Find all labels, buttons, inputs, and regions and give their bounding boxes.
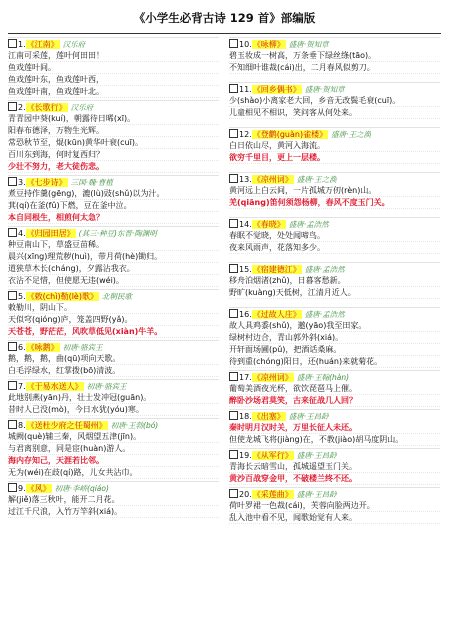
poem-title: 《敕(chì)勒(lè)歌》 [26, 292, 98, 301]
poem-heading [229, 37, 440, 50]
poem-entry [8, 37, 219, 98]
poem-heading [229, 448, 440, 461]
verse-line: 萁(qí)在釜(fǔ)下燃，豆在釜中泣。 [8, 200, 219, 212]
verse-line: 江南可采莲，莲叶何田田！ [8, 50, 219, 62]
verse-line: 少(shào)小离家老大回，乡音无改鬓毛衰(cuī)。 [229, 95, 440, 107]
poem-heading [229, 172, 440, 185]
poem-heading [229, 307, 440, 320]
poem-title: 《七步诗》 [26, 178, 67, 187]
verse-line: 衣沾不足惜，但使愿无违(wéi)。 [8, 275, 219, 287]
poem-title: 《春晓》 [252, 220, 285, 229]
poem-title: 《回乡偶书》 [252, 85, 301, 94]
verse-line: 野旷(kuàng)天低树，江清月近人。 [229, 287, 440, 299]
highlighted-verse-line: 少壮不努力，老大徒伤悲。 [8, 161, 219, 173]
verse-line: 碧玉妆成一树高，万条垂下绿丝绦(tāo)。 [229, 50, 440, 62]
poem-title: 《宿建德江》 [252, 265, 301, 274]
verse-line: 乱入池中看不见，闻歌始觉有人来。 [229, 512, 440, 524]
poem-number: 8. [18, 421, 26, 430]
poem-title: 《出塞》 [252, 412, 285, 421]
poem-entry [8, 340, 219, 377]
verse-line: 天似穹(qióng)庐，笼盖四野(yǎ)。 [8, 314, 219, 326]
checkbox-icon[interactable] [229, 264, 238, 273]
poem-title: 《咏柳》 [252, 40, 285, 49]
poem-author: 北朝民歌 [101, 292, 132, 301]
poem-heading [229, 127, 440, 140]
poem-entry [8, 481, 219, 518]
verse-line: 过江千尺浪，入竹万竿斜(xiá)。 [8, 506, 219, 518]
highlighted-verse-line: 海内存知己，天涯若比邻。 [8, 455, 219, 467]
verse-line: 白毛浮绿水，红掌拨(bō)清波。 [8, 365, 219, 377]
poem-number: 7. [18, 382, 26, 391]
poem-title: 《于易水送人》 [26, 382, 83, 391]
highlighted-verse-line: 醉卧沙场君莫笑，古来征战几人回？ [229, 395, 440, 407]
poem-author: 盛唐·王昌龄 [296, 451, 337, 460]
verse-line: 春眠不觉晓，处处闻啼鸟。 [229, 230, 440, 242]
document-title: 《小学生必背古诗 129 首》部编版 [133, 11, 316, 25]
verse-line: 解(jiě)落三秋叶，能开二月花。 [8, 494, 219, 506]
poem-title: 《长歌行》 [26, 103, 67, 112]
poem-entry [229, 307, 440, 368]
poem-entry [229, 37, 440, 74]
poem-number: 3. [18, 178, 26, 187]
poem-title: 《采莲曲》 [252, 490, 293, 499]
poem-author: (其三·种豆)东晋·陶渊明 [78, 229, 157, 238]
verse-line: 夜来风雨声，花落知多少。 [229, 242, 440, 254]
poem-heading [8, 418, 219, 431]
poem-number: 10. [239, 40, 252, 49]
verse-line: 不知细叶谁裁(cái)出，二月春风似剪刀。 [229, 62, 440, 74]
verse-line: 青青园中葵(kuí)，朝露待日晞(xī)。 [8, 113, 219, 125]
verse-line: 此地别燕(yān)丹，壮士发冲冠(guān)。 [8, 392, 219, 404]
poem-heading [8, 340, 219, 353]
right-column [229, 37, 440, 526]
poem-number: 2. [18, 103, 26, 112]
verse-line: 白日依山尽，黄河入海流。 [229, 140, 440, 152]
poem-author: 盛唐·孟浩然 [304, 310, 345, 319]
poem-author: 盛唐·贺知章 [304, 85, 345, 94]
poem-entry [229, 82, 440, 119]
poem-entry [8, 175, 219, 224]
verse-line: 无为(wéi)在歧(qí)路，儿女共沾巾。 [8, 467, 219, 479]
poem-number: 15. [239, 265, 252, 274]
verse-line: 敕勒川，阴山下。 [8, 302, 219, 314]
poem-number: 20. [239, 490, 252, 499]
poem-entry [229, 370, 440, 407]
poem-author: 盛唐·孟浩然 [288, 220, 329, 229]
checkbox-icon[interactable] [8, 420, 17, 429]
checkbox-icon[interactable] [8, 381, 17, 390]
poem-number: 18. [239, 412, 252, 421]
verse-line: 昔时人已没(mò)，今日水犹(yóu)寒。 [8, 404, 219, 416]
poem-title: 《风》 [26, 484, 51, 493]
verse-line: 百川东到海，何时复西归？ [8, 149, 219, 161]
poem-title: 《江南》 [26, 40, 59, 49]
checkbox-icon[interactable] [229, 450, 238, 459]
poem-author: 盛唐·王之涣 [331, 130, 371, 139]
poem-author: 汉乐府 [62, 40, 86, 49]
verse-line: 黄河远上白云间，一片孤城万仞(rèn)山。 [229, 185, 440, 197]
poem-number: 12. [239, 130, 252, 139]
verse-line: 与君离别意，同是宦(huàn)游人。 [8, 443, 219, 455]
checkbox-icon[interactable] [229, 309, 238, 318]
checkbox-icon[interactable] [8, 483, 17, 492]
poem-heading [8, 37, 219, 50]
highlighted-verse-line: 欲穷千里目，更上一层楼。 [229, 152, 440, 164]
highlighted-verse-line: 羌(qiāng)笛何须怨杨柳，春风不度玉门关。 [229, 197, 440, 209]
verse-line: 绿树村边合，青山郭外斜(xiá)。 [229, 332, 440, 344]
poem-entry [229, 127, 440, 164]
checkbox-icon[interactable] [229, 411, 238, 420]
poem-author: 汉乐府 [70, 103, 94, 112]
verse-line: 常恐秋节至，焜(kūn)黄华叶衰(cuī)。 [8, 137, 219, 149]
verse-line: 道狭草木长(cháng)，夕露沾我衣。 [8, 263, 219, 275]
poem-number: 5. [18, 292, 26, 301]
poem-entry [229, 487, 440, 524]
poem-heading [229, 409, 440, 422]
poem-heading [8, 289, 219, 302]
poem-number: 11. [239, 85, 252, 94]
poem-title: 《咏鹅》 [26, 343, 59, 352]
checkbox-icon[interactable] [8, 342, 17, 351]
poem-author: 盛唐·王翰(hàn) [296, 373, 350, 382]
poem-entry [229, 217, 440, 254]
poem-entry [229, 172, 440, 209]
verse-line: 青海长云暗雪山，孤城遥望玉门关。 [229, 461, 440, 473]
title-divider [8, 33, 441, 34]
poem-author: 初唐·王勃(bó) [110, 421, 159, 430]
poem-heading [229, 370, 440, 383]
verse-line: 待到重(chóng)阳日，还(huán)来就菊花。 [229, 356, 440, 368]
poem-title: 《凉州词》 [252, 373, 293, 382]
checkbox-icon[interactable] [8, 102, 17, 111]
verse-line: 儿童相见不相识，笑问客从何处来。 [229, 107, 440, 119]
verse-line: 故人具鸡黍(shǔ)，邀(yāo)我至田家。 [229, 320, 440, 332]
poem-title: 《从军行》 [252, 451, 293, 460]
poem-title: 《登鹳(guàn)雀楼》 [252, 130, 328, 139]
poem-number: 6. [18, 343, 26, 352]
poem-number: 4. [18, 229, 26, 238]
poem-entry [229, 262, 440, 299]
verse-line: 城阙(què)辅三秦，风烟望五津(jīn)。 [8, 431, 219, 443]
left-column [8, 37, 219, 526]
verse-line: 荷叶罗裙一色裁(cái)，芙蓉向脸两边开。 [229, 500, 440, 512]
poem-heading [8, 226, 219, 239]
verse-line: 种豆南山下，草盛豆苗稀。 [8, 239, 219, 251]
poem-author: 盛唐·贺知章 [288, 40, 329, 49]
highlighted-verse-line: 秦时明月汉时关，万里长征人未还。 [229, 422, 440, 434]
poem-entry [8, 226, 219, 287]
checkbox-icon[interactable] [229, 84, 238, 93]
poem-author: 初唐·骆宾王 [86, 382, 127, 391]
highlighted-verse-line: 黄沙百战穿金甲，不破楼兰终不还。 [229, 473, 440, 485]
poem-title: 《归园田居》 [26, 229, 75, 238]
poem-title: 《送杜少府之任蜀州》 [26, 421, 107, 430]
poem-entry [8, 100, 219, 173]
checkbox-icon[interactable] [229, 219, 238, 228]
poem-author: 三国·魏·曹植 [70, 178, 113, 187]
poem-number: 17. [239, 373, 252, 382]
poem-heading [229, 262, 440, 275]
poem-heading [229, 217, 440, 230]
verse-line: 鱼戏莲叶间。 [8, 62, 219, 74]
poem-heading [8, 100, 219, 113]
checkbox-icon[interactable] [229, 372, 238, 381]
poem-author: 盛唐·王昌龄 [296, 490, 337, 499]
poem-heading [229, 487, 440, 500]
checkbox-icon[interactable] [8, 291, 17, 300]
poem-number: 13. [239, 175, 252, 184]
poem-author: 初唐·骆宾王 [62, 343, 103, 352]
poem-author: 盛唐·王之涣 [296, 175, 337, 184]
poem-author: 盛唐·王昌龄 [288, 412, 329, 421]
poem-heading [229, 82, 440, 95]
checkbox-icon[interactable] [8, 228, 17, 237]
poem-number: 16. [239, 310, 252, 319]
verse-line: 鹅，鹅，鹅，曲(qū)项向天歌。 [8, 353, 219, 365]
verse-line: 鱼戏莲叶东，鱼戏莲叶西， [8, 74, 219, 86]
poem-number: 14. [239, 220, 252, 229]
poem-entry [8, 289, 219, 338]
poem-heading [8, 379, 219, 392]
poem-author: 初唐·李峤(qiáo) [54, 484, 109, 493]
poem-number: 1. [18, 40, 26, 49]
verse-line: 煮豆持作羹(gēng)，漉(lù)豉(shǔ)以为汁。 [8, 188, 219, 200]
highlighted-verse-line: 天苍苍，野茫茫，风吹草低见(xiàn)牛羊。 [8, 326, 219, 338]
poem-number: 19. [239, 451, 252, 460]
checkbox-icon[interactable] [8, 39, 17, 48]
verse-line: 移舟泊烟渚(zhǔ)，日暮客愁新。 [229, 275, 440, 287]
poem-title: 《凉州词》 [252, 175, 293, 184]
poem-entry [229, 448, 440, 485]
poem-heading [8, 175, 219, 188]
verse-line: 鱼戏莲叶南，鱼戏莲叶北。 [8, 86, 219, 98]
checkbox-icon[interactable] [229, 39, 238, 48]
verse-line: 晨兴(xīng)理荒秽(huì)，带月荷(hè)锄归。 [8, 251, 219, 263]
verse-line: 开轩面场圃(pǔ)，把酒话桑麻。 [229, 344, 440, 356]
poem-entry [8, 418, 219, 479]
checkbox-icon[interactable] [229, 174, 238, 183]
poem-author: 盛唐·孟浩然 [304, 265, 345, 274]
verse-line: 葡萄美酒夜光杯，欲饮琵琶马上催。 [229, 383, 440, 395]
poem-entry [8, 379, 219, 416]
poem-columns [8, 37, 441, 526]
verse-line: 但使龙城飞将(jiàng)在，不教(jiào)胡马度阴山。 [229, 434, 440, 446]
verse-line: 阳春布德泽，万物生光辉。 [8, 125, 219, 137]
checkbox-icon[interactable] [8, 177, 17, 186]
highlighted-verse-line: 本自同根生，相煎何太急？ [8, 212, 219, 224]
checkbox-icon[interactable] [229, 129, 238, 138]
poem-entry [229, 409, 440, 446]
poem-number: 9. [18, 484, 26, 493]
poem-heading [8, 481, 219, 494]
checkbox-icon[interactable] [229, 489, 238, 498]
poem-title: 《过故人庄》 [252, 310, 301, 319]
